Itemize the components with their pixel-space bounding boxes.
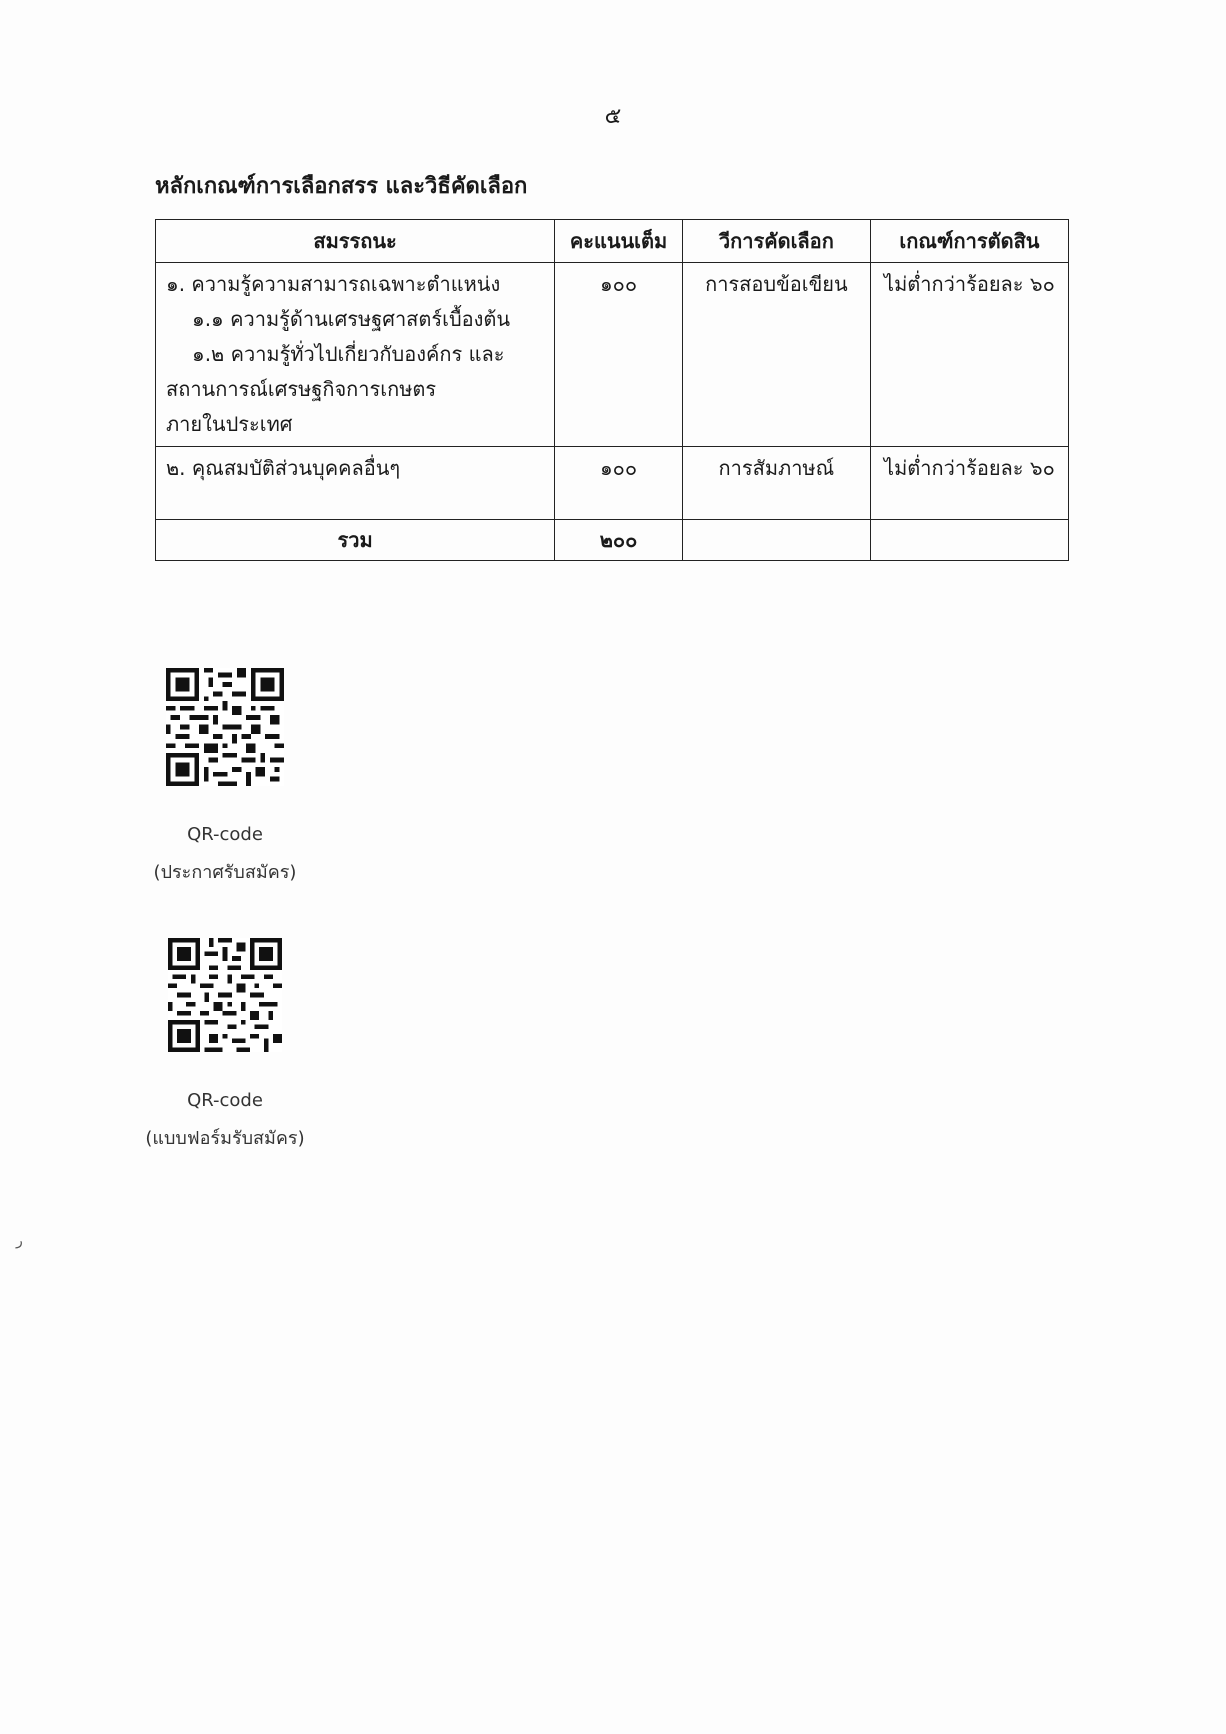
- criteria-cell: [870, 447, 1068, 520]
- table-row: [156, 447, 1069, 520]
- empty-cell: [682, 520, 870, 561]
- competency-line: สถานการณ์เศรษฐกิจการเกษตร: [166, 377, 437, 401]
- qr-code-icon[interactable]: [166, 668, 284, 786]
- header-method: วีการคัดเลือก: [682, 220, 870, 263]
- criteria-cell: [870, 263, 1068, 447]
- score-cell: [555, 263, 683, 447]
- total-label: รวม: [156, 520, 555, 561]
- qr-title: QR-code: [187, 1090, 263, 1111]
- header-criteria: เกณฑ์การตัดสิน: [870, 220, 1068, 263]
- method-cell: [682, 263, 870, 447]
- competency-line: ๑.๑ ความรู้ด้านเศรษฐศาสตร์เบื้องต้น: [192, 307, 511, 331]
- qr-block-announcement: [140, 668, 310, 886]
- criteria-value: ไม่ต่ำกว่าร้อยละ ๖๐: [884, 456, 1055, 480]
- competency-line: ๒. คุณสมบัติส่วนบุคคลอื่นๆ: [166, 456, 401, 480]
- margin-mark: ر: [16, 1233, 23, 1249]
- method-value: การสอบข้อเขียน: [705, 272, 848, 296]
- qr-code-icon[interactable]: [168, 938, 282, 1052]
- qr-caption: (ประกาศรับสมัคร): [153, 862, 297, 883]
- section-heading: หลักเกณฑ์การเลือกสรร และวิธีคัดเลือก: [155, 174, 528, 199]
- method-value: การสัมภาษณ์: [718, 456, 835, 480]
- qr-title: QR-code: [187, 824, 263, 845]
- selection-criteria-table: [155, 219, 1069, 561]
- score-value: ๑๐๐: [599, 456, 638, 480]
- header-competency: สมรรถนะ: [156, 220, 555, 263]
- competency-line: ภายในประเทศ: [166, 412, 293, 436]
- page-number: ๕: [604, 104, 622, 129]
- competency-line: ๑.๒ ความรู้ทั่วไปเกี่ยวกับองค์กร และ: [192, 342, 505, 366]
- total-row: [156, 520, 1069, 561]
- method-cell: [682, 447, 870, 520]
- competency-cell: [156, 263, 555, 447]
- empty-cell: [870, 520, 1068, 561]
- score-cell: [555, 447, 683, 520]
- competency-line: ๑. ความรู้ความสามารถเฉพาะตำแหน่ง: [166, 272, 501, 296]
- competency-cell: [156, 447, 555, 520]
- score-value: ๑๐๐: [599, 272, 638, 296]
- total-score: ๒๐๐: [555, 520, 683, 561]
- criteria-value: ไม่ต่ำกว่าร้อยละ ๖๐: [884, 272, 1055, 296]
- qr-caption: (แบบฟอร์มรับสมัคร): [145, 1128, 305, 1149]
- table-row: [156, 263, 1069, 447]
- qr-block-application-form: [140, 938, 310, 1152]
- table-header-row: [156, 220, 1069, 263]
- header-full-score: คะแนนเต็ม: [555, 220, 683, 263]
